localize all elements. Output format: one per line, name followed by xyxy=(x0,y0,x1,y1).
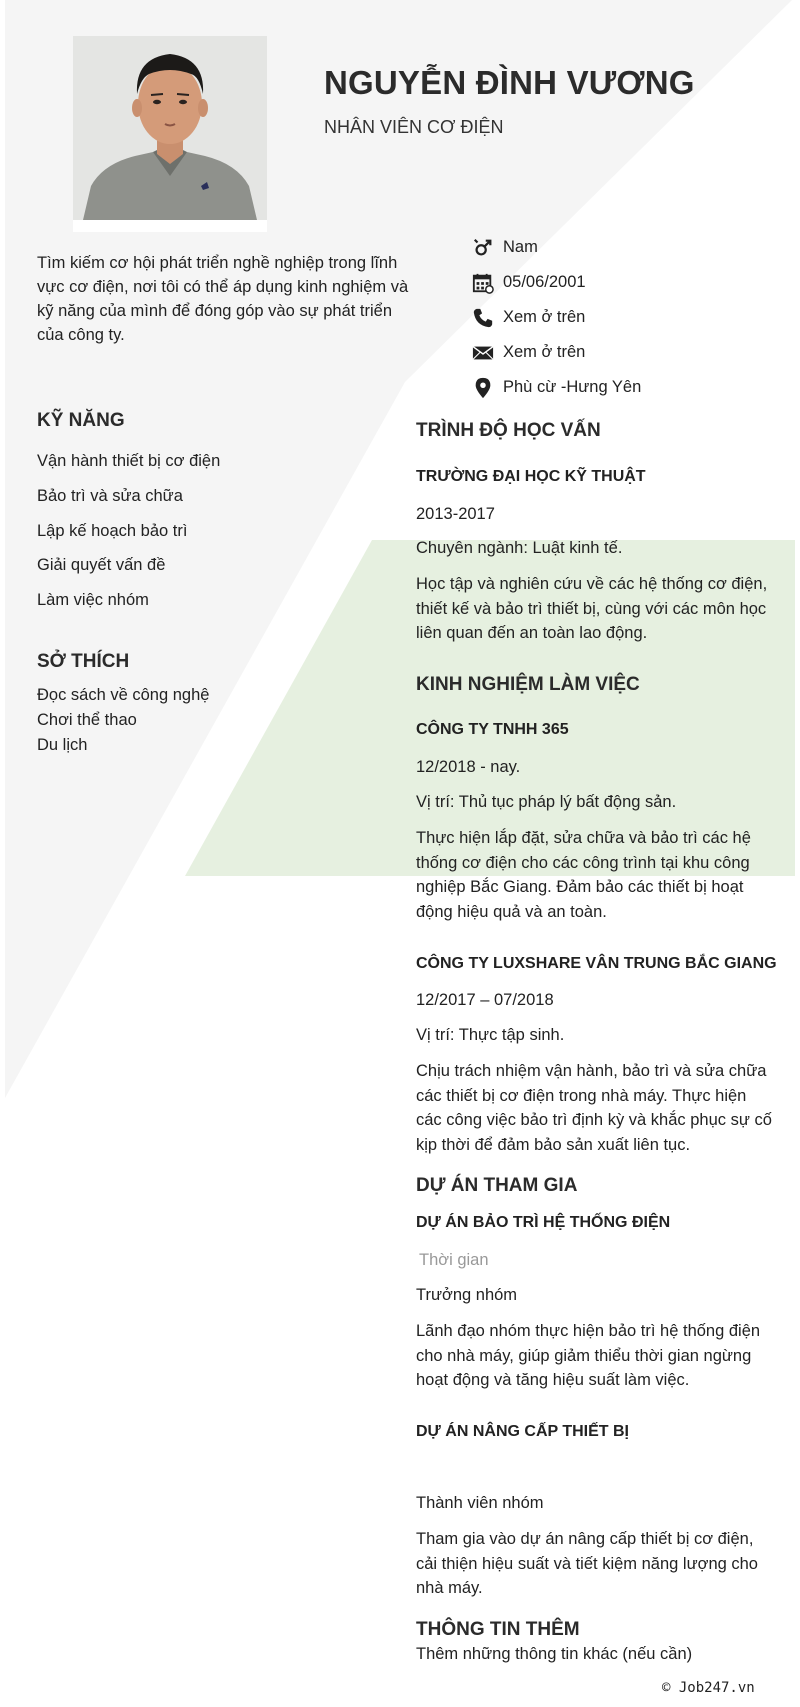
mail-icon xyxy=(472,342,494,364)
birthday-value: 05/06/2001 xyxy=(503,273,586,291)
skill-item: Giải quyết vấn đề xyxy=(37,556,166,574)
education-heading: TRÌNH ĐỘ HỌC VẤN xyxy=(416,420,601,441)
avatar xyxy=(73,36,267,232)
phone-value: Xem ở trên xyxy=(503,308,586,326)
job-company: CÔNG TY TNHH 365 xyxy=(416,721,569,738)
skill-item: Làm việc nhóm xyxy=(37,591,149,609)
education-period: 2013-2017 xyxy=(416,505,495,523)
project-name: DỰ ÁN BẢO TRÌ HỆ THỐNG ĐIỆN xyxy=(416,1214,671,1231)
experience-heading: KINH NGHIỆM LÀM VIỆC xyxy=(416,674,640,695)
skill-item: Lập kế hoạch bảo trì xyxy=(37,522,188,540)
phone-icon xyxy=(472,307,494,329)
email-value: Xem ở trên xyxy=(503,343,586,361)
project-description: Lãnh đạo nhóm thực hiện bảo trì hệ thống điện cho nhà máy, giúp giảm thiểu thời gian ngừng hoạt động và tăng hiệu suất làm việc. xyxy=(416,1322,761,1389)
job-role: Vị trí: Thực tập sinh. xyxy=(416,1026,565,1044)
projects-heading: DỰ ÁN THAM GIA xyxy=(416,1175,578,1196)
education-major: Chuyên ngành: Luật kinh tế. xyxy=(416,539,623,557)
contact-info xyxy=(472,230,641,405)
gender-value: Nam xyxy=(503,238,538,256)
job-description: Chịu trách nhiệm vận hành, bảo trì và sửa chữa các thiết bị cơ điện trong nhà máy. Thực hiện các công việc bảo trì định kỳ và khắc phục sự cố kịp thời để đảm bảo sản xuất liên tục. xyxy=(416,1062,772,1154)
portrait-image xyxy=(73,36,267,220)
hobby-item: Chơi thể thao xyxy=(37,711,137,729)
project-time: Thời gian xyxy=(419,1251,489,1269)
job-period: 12/2018 - nay. xyxy=(416,758,521,776)
project-name: DỰ ÁN NÂNG CẤP THIẾT BỊ xyxy=(416,1423,629,1440)
email-row xyxy=(472,335,641,370)
gender-icon xyxy=(472,237,494,259)
hobbies-heading: SỞ THÍCH xyxy=(37,651,130,672)
skills-heading: KỸ NĂNG xyxy=(37,410,125,431)
location-icon xyxy=(472,377,494,399)
job-company: CÔNG TY LUXSHARE VÂN TRUNG BẮC GIANG xyxy=(416,955,777,972)
job-role: Vị trí: Thủ tục pháp lý bất động sản. xyxy=(416,793,677,811)
hobby-item: Đọc sách về công nghệ xyxy=(37,686,210,704)
project-description: Tham gia vào dự án nâng cấp thiết bị cơ điện, cải thiện hiệu suất và tiết kiệm năng lượng cho nhà máy. xyxy=(416,1530,758,1597)
additional-heading: THÔNG TIN THÊM xyxy=(416,1619,580,1640)
address-value: Phù cừ -Hưng Yên xyxy=(503,378,642,396)
school-name: TRƯỜNG ĐẠI HỌC KỸ THUẬT xyxy=(416,468,646,485)
phone-row xyxy=(472,300,641,335)
skill-item: Bảo trì và sửa chữa xyxy=(37,487,183,505)
project-role: Trưởng nhóm xyxy=(416,1286,518,1304)
education-description: Học tập và nghiên cứu về các hệ thống cơ điện, thiết kế và bảo trì thiết bị, cùng với các môn học liên quan đến an toàn lao động. xyxy=(416,575,768,642)
additional-text: Thêm những thông tin khác (nếu cần) xyxy=(416,1645,693,1663)
skill-item: Vận hành thiết bị cơ điện xyxy=(37,452,221,470)
job-title: NHÂN VIÊN CƠ ĐIỆN xyxy=(324,117,504,137)
job-period: 12/2017 – 07/2018 xyxy=(416,991,554,1009)
candidate-name: NGUYỄN ĐÌNH VƯƠNG xyxy=(324,64,695,101)
career-objective: Tìm kiếm cơ hội phát triển nghề nghiệp trong lĩnh vực cơ điện, nơi tôi có thể áp dụng kinh nghiệm và kỹ năng của mình để đóng góp vào sự phát triển của công ty. xyxy=(37,254,409,344)
birthday-row xyxy=(472,265,641,300)
calendar-icon xyxy=(472,272,494,294)
gender-row xyxy=(472,230,641,265)
project-role: Thành viên nhóm xyxy=(416,1494,544,1512)
job-description: Thực hiện lắp đặt, sửa chữa và bảo trì các hệ thống cơ điện cho các công trình tại khu công nghiệp Bắc Giang. Đảm bảo các thiết bị hoạt động hiệu quả và an toàn. xyxy=(416,829,751,921)
footer-credit[interactable]: © Job247.vn xyxy=(662,1680,755,1696)
address-row xyxy=(472,370,641,405)
hobby-item: Du lịch xyxy=(37,736,88,754)
